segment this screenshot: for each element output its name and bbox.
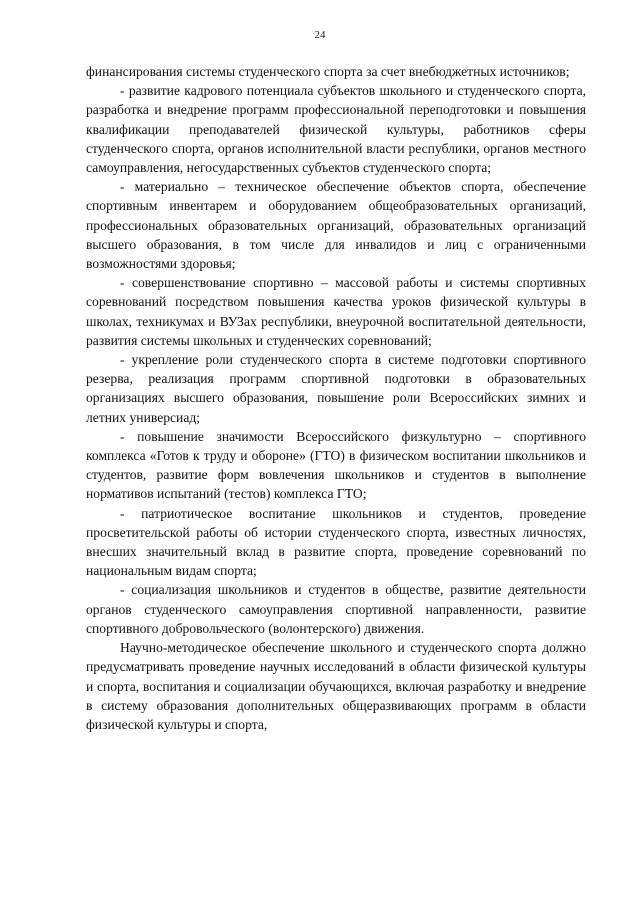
paragraph-gto-complex: - повышение значимости Всероссийского физкультурно – спортивного комплекса «Готов к труду и обороне» (ГТО) в физическом воспитании школьников и студентов, развитие форм вовлечения школьников и студентов в выполнение нормативов испытаний (тестов) комплекса ГТО; (86, 428, 586, 502)
paragraph-mass-sports: - совершенствование спортивно – массовой работы и системы спортивных соревнований посредством повышения качества уроков физической культуры в школах, техникумах и ВУЗах республики, внеурочной воспитательной деятельности, развития системы школьных и студенческих соревнований; (86, 275, 586, 348)
paragraph-sports-reserve: - укрепление роли студенческого спорта в системе подготовки спортивного резерва, реализация программ спортивной подготовки в образовательных организациях высшего образования, повышение роли Всероссийских зимних и летних универсиад; (86, 352, 586, 425)
paragraph-continuation: финансирования системы студенческого спорта за счет внебюджетных источников; (86, 64, 570, 79)
page-body (86, 62, 586, 734)
paragraph-socialization: - социализация школьников и студентов в обществе, развитие деятельности органов студенческого самоуправления спортивной направленности, развитие спортивного добровольческого (волонтерского) движения. (86, 582, 586, 636)
paragraph-scientific-support: Научно-методическое обеспечение школьного и студенческого спорта должно предусматривать проведение научных исследований в области физической культуры и спорта, воспитания и социализации обучающихся, включая разработку и внедрение в систему образования дополнительных общеразвивающих программ в области физической культуры и спорта, (86, 640, 586, 732)
paragraph-material-support: - материально – техническое обеспечение объектов спорта, обеспечение спортивным инвентарем и оборудованием общеобразовательных организаций, профессиональных образовательных организаций, образовательных организаций высшего образования, в том числе для инвалидов и лиц с ограниченными возможностями здоровья; (86, 179, 586, 272)
paragraph-staff-development: - развитие кадрового потенциала субъектов школьного и студенческого спорта, разработка и внедрение программ профессиональной переподготовки и повышения квалификации преподавателей физической культуры, работников сферы студенческого спорта, органов исполнительной власти республики, органов местного самоуправления, негосударственных субъектов студенческого спорта; (86, 83, 586, 176)
page-number: 24 (314, 29, 326, 41)
paragraph-patriotic-education: - патриотическое воспитание школьников и студентов, проведение просветительской работы об истории студенческого спорта, известных личностях, внесших значительный вклад в развитие спорта, проведение соревнований по национальным видам спорта; (86, 505, 586, 579)
